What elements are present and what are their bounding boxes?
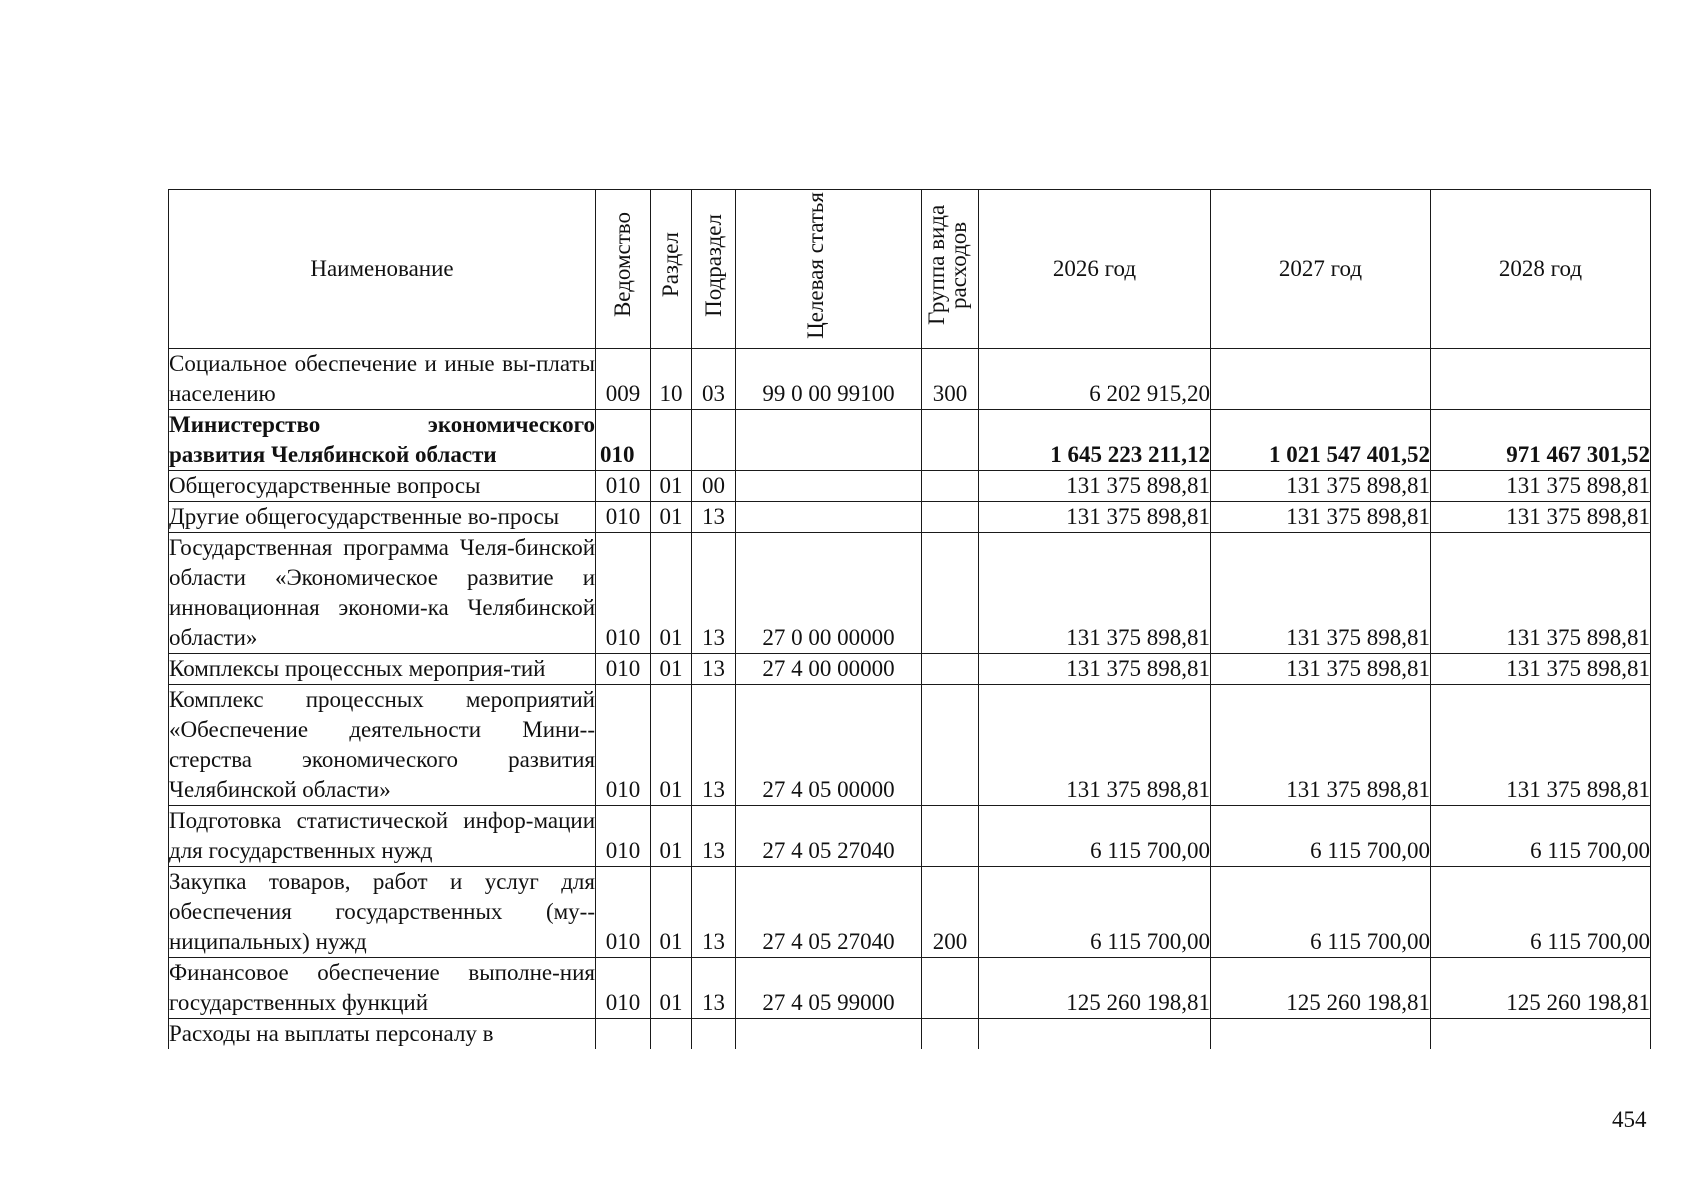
row-name: Государственная программа Челя-бинской области «Экономическое развитие и инновационная экономи-ка Челябинской области» — [169, 535, 595, 650]
cell-expense-group — [922, 410, 979, 471]
cell-subsection: 13 — [692, 806, 736, 867]
cell-target-item: 99 0 00 99100 — [736, 349, 922, 410]
cell-subsection: 03 — [692, 349, 736, 410]
table-row — [169, 502, 1651, 533]
cell-section: 01 — [651, 502, 692, 533]
cell-expense-group: 200 — [922, 867, 979, 958]
header-year-2027: 2027 год — [1211, 190, 1431, 349]
cell-2028 — [1431, 1019, 1651, 1050]
cell-expense-group — [922, 958, 979, 1019]
cell-target-item — [736, 502, 922, 533]
cell-department: 010 — [596, 471, 651, 502]
cell-2028: 6 115 700,00 — [1431, 806, 1651, 867]
cell-2026: 125 260 198,81 — [979, 958, 1211, 1019]
cell-target-item: 27 4 00 00000 — [736, 654, 922, 685]
cell-2027: 6 115 700,00 — [1211, 867, 1431, 958]
cell-section: 01 — [651, 867, 692, 958]
cell-department: 009 — [596, 349, 651, 410]
cell-2028: 131 375 898,81 — [1431, 685, 1651, 806]
cell-2027 — [1211, 349, 1431, 410]
cell-subsection: 13 — [692, 867, 736, 958]
cell-2026: 131 375 898,81 — [979, 471, 1211, 502]
cell-2026: 131 375 898,81 — [979, 654, 1211, 685]
cell-2026: 131 375 898,81 — [979, 502, 1211, 533]
cell-2028: 131 375 898,81 — [1431, 502, 1651, 533]
row-name: Комплекс процессных мероприятий «Обеспечение деятельности Мини-стерства экономического развития Челябинской области» — [169, 687, 595, 802]
cell-name — [169, 349, 596, 410]
cell-name — [169, 502, 596, 533]
cell-name — [169, 533, 596, 654]
cell-2027: 131 375 898,81 — [1211, 471, 1431, 502]
cell-target-item: 27 4 05 99000 — [736, 958, 922, 1019]
header-expense-group-label: Группа вида расходов — [924, 204, 971, 326]
header-department-label: Ведомство — [610, 212, 635, 318]
cell-2027: 6 115 700,00 — [1211, 806, 1431, 867]
cell-department: 010 — [596, 533, 651, 654]
header-target-item — [736, 190, 922, 349]
cell-department: 010 — [596, 958, 651, 1019]
cell-2028: 971 467 301,52 — [1431, 410, 1651, 471]
cell-2028: 131 375 898,81 — [1431, 471, 1651, 502]
cell-subsection: 13 — [692, 958, 736, 1019]
cell-target-item: 27 0 00 00000 — [736, 533, 922, 654]
cell-2027: 125 260 198,81 — [1211, 958, 1431, 1019]
cell-section: 01 — [651, 685, 692, 806]
table-row — [169, 806, 1651, 867]
cell-name — [169, 471, 596, 502]
row-name: Общегосударственные вопросы — [169, 473, 481, 498]
cell-section: 01 — [651, 958, 692, 1019]
table-row — [169, 349, 1651, 410]
cell-2027 — [1211, 1019, 1431, 1050]
cell-name — [169, 654, 596, 685]
cell-department — [596, 1019, 651, 1050]
cell-section: 01 — [651, 471, 692, 502]
cell-2026: 1 645 223 211,12 — [979, 410, 1211, 471]
header-expense-group — [922, 190, 979, 349]
cell-section: 01 — [651, 806, 692, 867]
row-name: Социальное обеспечение и иные вы-платы населению — [169, 351, 595, 406]
cell-target-item: 27 4 05 27040 — [736, 867, 922, 958]
cell-2028: 125 260 198,81 — [1431, 958, 1651, 1019]
cell-expense-group — [922, 533, 979, 654]
cell-expense-group — [922, 654, 979, 685]
cell-department: 010 — [596, 867, 651, 958]
header-name: Наименование — [169, 190, 596, 349]
row-name: Финансовое обеспечение выполне-ния государственных функций — [169, 960, 595, 1015]
cell-subsection: 13 — [692, 533, 736, 654]
cell-section — [651, 410, 692, 471]
cell-section: 10 — [651, 349, 692, 410]
budget-table — [168, 189, 1651, 1049]
cell-expense-group — [922, 806, 979, 867]
header-section — [651, 190, 692, 349]
table-row — [169, 685, 1651, 806]
cell-department: 010 — [596, 502, 651, 533]
cell-2027: 131 375 898,81 — [1211, 654, 1431, 685]
cell-2026: 6 202 915,20 — [979, 349, 1211, 410]
table-row — [169, 410, 1651, 471]
cell-2028: 6 115 700,00 — [1431, 867, 1651, 958]
cell-2026: 131 375 898,81 — [979, 533, 1211, 654]
cell-2027: 131 375 898,81 — [1211, 502, 1431, 533]
cell-subsection — [692, 1019, 736, 1050]
table-row — [169, 867, 1651, 958]
header-section-label: Раздел — [658, 232, 683, 298]
cell-subsection: 13 — [692, 654, 736, 685]
cell-department: 010 — [596, 806, 651, 867]
cell-department: 010 — [596, 410, 651, 471]
cell-2028: 131 375 898,81 — [1431, 533, 1651, 654]
table-row — [169, 654, 1651, 685]
row-name: Подготовка статистической инфор-мации для государственных нужд — [169, 808, 595, 863]
row-name: Расходы на выплаты персоналу в — [169, 1021, 494, 1046]
cell-2026: 6 115 700,00 — [979, 867, 1211, 958]
header-target-item-label: Целевая статья — [802, 191, 828, 339]
cell-2026 — [979, 1019, 1211, 1050]
cell-target-item — [736, 471, 922, 502]
header-department — [596, 190, 651, 349]
header-year-2026: 2026 год — [979, 190, 1211, 349]
table-row — [169, 471, 1651, 502]
cell-department: 010 — [596, 654, 651, 685]
row-name: Министерство экономического развития Челябинской области — [169, 412, 595, 467]
cell-subsection — [692, 410, 736, 471]
cell-2027: 131 375 898,81 — [1211, 533, 1431, 654]
table-body — [169, 349, 1651, 1050]
header-subsection-label: Подраздел — [700, 213, 726, 317]
cell-target-item: 27 4 05 00000 — [736, 685, 922, 806]
cell-expense-group: 300 — [922, 349, 979, 410]
cell-expense-group — [922, 471, 979, 502]
header-row — [169, 190, 1651, 349]
row-name: Комплексы процессных мероприя-тий — [169, 656, 546, 681]
cell-target-item — [736, 410, 922, 471]
cell-subsection: 13 — [692, 685, 736, 806]
table-row — [169, 1019, 1651, 1050]
cell-2027: 1 021 547 401,52 — [1211, 410, 1431, 471]
cell-department: 010 — [596, 685, 651, 806]
table-row — [169, 533, 1651, 654]
cell-2028 — [1431, 349, 1651, 410]
cell-name — [169, 1019, 596, 1050]
cell-name — [169, 685, 596, 806]
table-row — [169, 958, 1651, 1019]
cell-subsection: 13 — [692, 502, 736, 533]
cell-subsection: 00 — [692, 471, 736, 502]
row-name: Другие общегосударственные во-просы — [169, 504, 560, 529]
cell-expense-group — [922, 685, 979, 806]
cell-section: 01 — [651, 533, 692, 654]
header-subsection — [692, 190, 736, 349]
cell-2026: 6 115 700,00 — [979, 806, 1211, 867]
cell-name — [169, 867, 596, 958]
page-number: 454 — [1612, 1107, 1647, 1132]
cell-name — [169, 806, 596, 867]
cell-section: 01 — [651, 654, 692, 685]
cell-expense-group — [922, 502, 979, 533]
cell-2027: 131 375 898,81 — [1211, 685, 1431, 806]
cell-expense-group — [922, 1019, 979, 1050]
cell-2026: 131 375 898,81 — [979, 685, 1211, 806]
cell-name — [169, 958, 596, 1019]
cell-target-item — [736, 1019, 922, 1050]
cell-name — [169, 410, 596, 471]
header-year-2028: 2028 год — [1431, 190, 1651, 349]
cell-target-item: 27 4 05 27040 — [736, 806, 922, 867]
cell-2028: 131 375 898,81 — [1431, 654, 1651, 685]
row-name: Закупка товаров, работ и услуг для обеспечения государственных (му-ниципальных) нужд — [169, 869, 595, 954]
cell-section — [651, 1019, 692, 1050]
